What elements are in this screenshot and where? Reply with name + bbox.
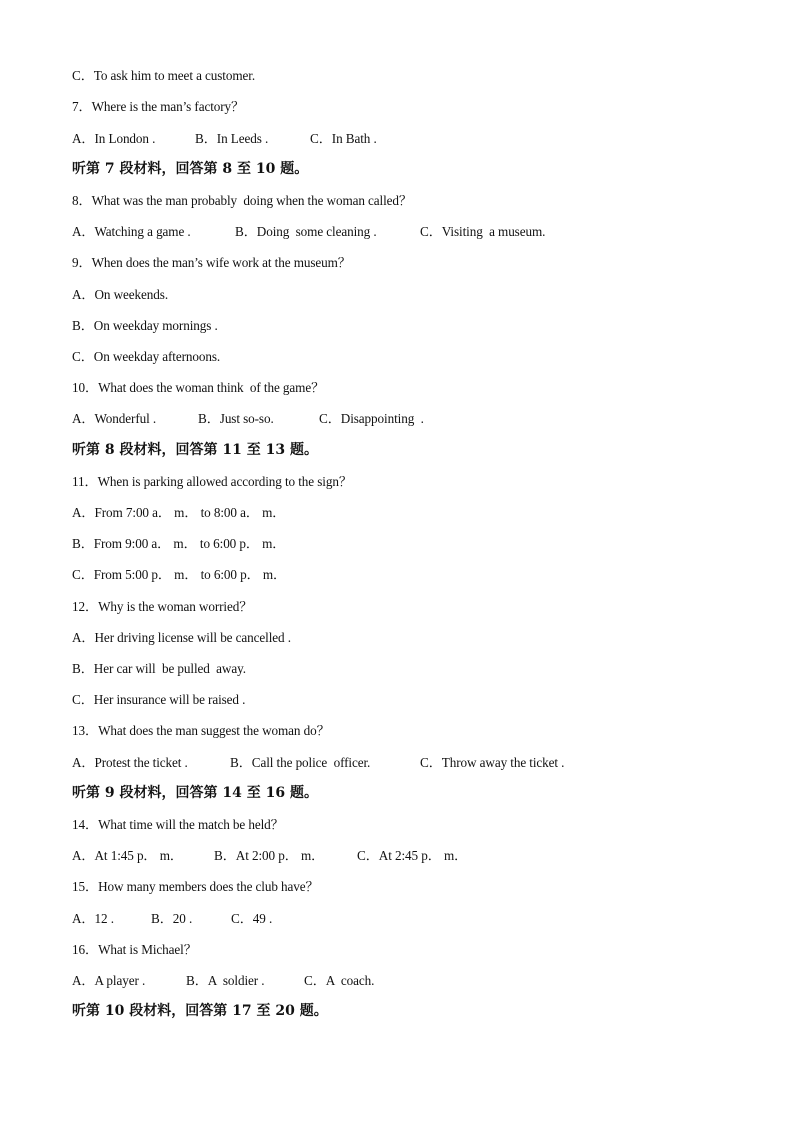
answer-option: C．Visiting a museum. — [420, 224, 546, 239]
answer-option: A．From 7:00 a． m． to 8:00 a． m． — [72, 505, 286, 520]
answer-option: A．A player . — [72, 973, 146, 988]
section-heading: 听第 9 段材料，回答第 14 至 16 题。 — [72, 785, 318, 801]
answer-option: C．In Bath . — [310, 131, 377, 146]
answer-option: A．In London . — [72, 131, 156, 146]
answer-option: A．Protest the ticket . — [72, 755, 188, 770]
answer-options — [72, 691, 245, 709]
answer-option: B．20 . — [151, 911, 193, 926]
answer-options — [72, 504, 285, 522]
question-text: 13．What does the man suggest the woman do？ — [72, 723, 330, 738]
answer-option: A．12 . — [72, 911, 114, 926]
answer-options — [72, 223, 545, 241]
question-text: 8．What was the man probably doing when the woman called？ — [72, 193, 413, 208]
answer-options — [72, 286, 168, 304]
answer-option: A．Wonderful . — [72, 411, 157, 426]
answer-options — [72, 566, 286, 584]
answer-option: C．To ask him to meet a customer. — [72, 68, 256, 83]
answer-options — [72, 660, 246, 678]
answer-option: A．On weekends. — [72, 287, 169, 302]
answer-option: C．A coach. — [304, 973, 375, 988]
answer-options — [72, 535, 285, 553]
question-text: 12．Why is the woman worried？ — [72, 599, 253, 614]
question-text: 15．How many members does the club have？ — [72, 879, 319, 894]
answer-option: C．49 . — [231, 911, 273, 926]
answer-option: C．On weekday afternoons. — [72, 349, 221, 364]
answer-options — [72, 67, 255, 85]
answer-option: B．From 9:00 a． m． to 6:00 p． m． — [72, 536, 286, 551]
answer-options — [72, 130, 377, 148]
answer-option: B．Her car will be pulled away. — [72, 661, 246, 676]
answer-options — [72, 972, 374, 990]
question-text: 14．What time will the match be held？ — [72, 817, 284, 832]
answer-option: B．At 2:00 p． m． — [214, 848, 325, 863]
question-text: 7．Where is the man’s factory？ — [72, 99, 245, 114]
answer-option: B．In Leeds . — [195, 131, 269, 146]
answer-option: B．Just so-so. — [198, 411, 274, 426]
answer-option: A．At 1:45 p． m． — [72, 848, 183, 863]
section-heading: 听第 8 段材料，回答第 11 至 13 题。 — [72, 442, 318, 458]
question-text: 9．When does the man’s wife work at the museum？ — [72, 255, 351, 270]
answer-option: C．Her insurance will be raised . — [72, 692, 246, 707]
answer-options — [72, 754, 564, 772]
answer-option: C．Disappointing . — [319, 411, 424, 426]
section-heading: 听第 10 段材料，回答第 17 至 20 题。 — [72, 1003, 328, 1019]
answer-option: C．From 5:00 p． m． to 6:00 p． m． — [72, 567, 287, 582]
answer-option: B．Doing some cleaning . — [235, 224, 377, 239]
answer-option: B．On weekday mornings . — [72, 318, 218, 333]
answer-option: B．A soldier . — [186, 973, 265, 988]
answer-options — [72, 410, 424, 428]
answer-option: C．Throw away the ticket . — [420, 755, 565, 770]
answer-option: A．Watching a game . — [72, 224, 191, 239]
question-text: 11．When is parking allowed according to the sign？ — [72, 474, 352, 489]
answer-option: B．Call the police officer. — [230, 755, 371, 770]
question-text: 10．What does the woman think of the game？ — [72, 380, 325, 395]
answer-option: C．At 2:45 p． m． — [357, 848, 468, 863]
answer-options — [72, 910, 272, 928]
question-text: 16．What is Michael？ — [72, 942, 197, 957]
answer-option: A．Her driving license will be cancelled . — [72, 630, 291, 645]
answer-options — [72, 629, 291, 647]
answer-options — [72, 317, 218, 335]
answer-options — [72, 348, 220, 366]
answer-options — [72, 847, 467, 865]
section-heading: 听第 7 段材料，回答第 8 至 10 题。 — [72, 161, 309, 177]
